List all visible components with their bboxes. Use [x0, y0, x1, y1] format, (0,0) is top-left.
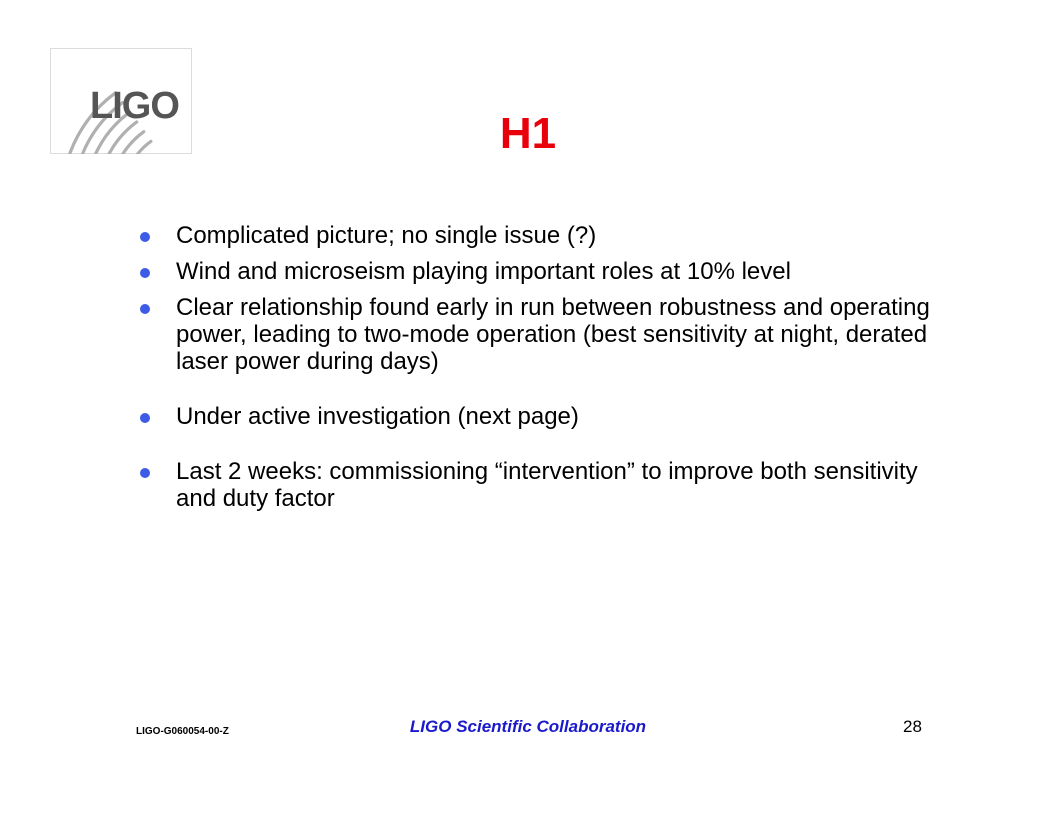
bullet-text: Clear relationship found early in run between robustness and operating power, leading to two-mode operation (best sensitivity at night, derated laser power during days) [176, 294, 930, 375]
collaboration-name: LIGO Scientific Collaboration [409, 717, 647, 736]
bullet-dot-icon [140, 268, 150, 278]
bullet-dot-icon [140, 468, 150, 478]
bullet-item [140, 294, 960, 375]
bullet-text: Wind and microseism playing important roles at 10% level [176, 258, 791, 285]
bullet-text: Last 2 weeks: commissioning “intervention” to improve both sensitivity and duty factor [176, 458, 918, 512]
bullet-list [140, 222, 960, 521]
bullet-item [140, 403, 960, 430]
slide-title: H1 [499, 109, 557, 158]
page-number: 28 [903, 717, 922, 736]
bullet-item [140, 458, 960, 512]
bullet-text: Under active investigation (next page) [176, 403, 579, 430]
bullet-item [140, 222, 960, 249]
bullet-text: Complicated picture; no single issue (?) [176, 222, 597, 249]
bullet-dot-icon [140, 232, 150, 242]
bullet-dot-icon [140, 304, 150, 314]
bullet-item [140, 258, 960, 285]
bullet-dot-icon [140, 413, 150, 423]
document-id: LIGO-G060054-00-Z [136, 726, 229, 737]
svg-text:LIGO: LIGO [90, 85, 179, 127]
